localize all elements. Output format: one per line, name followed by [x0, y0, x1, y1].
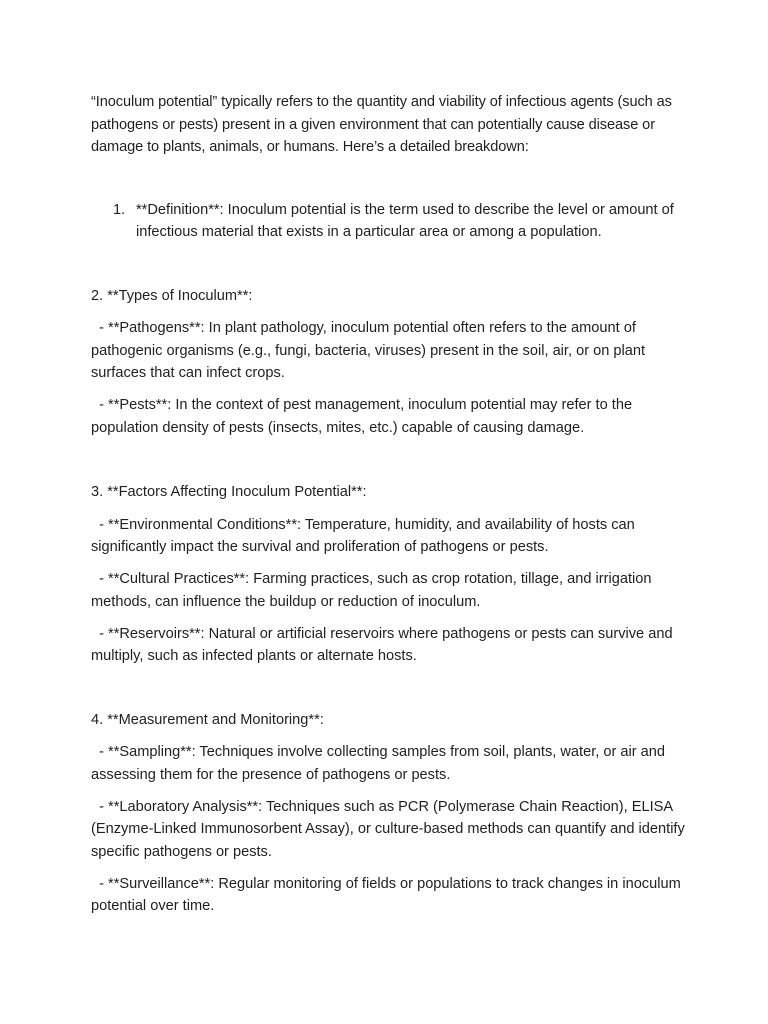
- bullet-sampling: - **Sampling**: Techniques involve collecting samples from soil, plants, water, or air and assessing them for the presence of pathogens or pests.: [91, 744, 670, 783]
- definition-text: **Definition**: Inoculum potential is the term used to describe the level or amount of infectious material that exists in a particular area or among a population.: [136, 201, 674, 240]
- bullet-reservoirs: - **Reservoirs**: Natural or artificial reservoirs where pathogens or pests can survive and multiply, such as infected plants or alternate hosts.: [91, 625, 677, 664]
- bullet-pathogens: - **Pathogens**: In plant pathology, inoculum potential often refers to the amount of pathogenic organisms (e.g., fungi, bacteria, viruses) present in the soil, air, or on plant surfaces that can infect crops.: [91, 320, 650, 381]
- bullet-laboratory-analysis: - **Laboratory Analysis**: Techniques such as PCR (Polymerase Chain Reaction), ELISA (Enzyme-Linked Immunosorbent Assay), or culture-based methods can quantify and identify specific pathogens or pests.: [91, 798, 689, 860]
- list-number: 1.: [113, 201, 126, 218]
- section-factors: [91, 481, 687, 668]
- section-measurement: [91, 709, 687, 918]
- numbered-item-definition: [91, 199, 687, 244]
- bullet-pests: - **Pests**: In the context of pest management, inoculum potential may refer to the population density of pests (insects, mites, etc.) capable of causing damage.: [91, 397, 637, 436]
- bullet-environmental-conditions: - **Environmental Conditions**: Temperature, humidity, and availability of hosts can significantly impact the survival and proliferation of pathogens or pests.: [91, 516, 639, 555]
- document-page: [91, 91, 687, 927]
- section-heading: 4. **Measurement and Monitoring**:: [91, 711, 324, 728]
- bullet-cultural-practices: - **Cultural Practices**: Farming practices, such as crop rotation, tillage, and irrigation methods, can influence the buildup or reduction of inoculum.: [91, 571, 656, 610]
- intro-paragraph: “Inoculum potential” typically refers to the quantity and viability of infectious agents (such as pathogens or pests) present in a given environment that can potentially cause disease or damage to plants, animals, or humans. Here’s a detailed breakdown:: [91, 94, 672, 155]
- section-types-of-inoculum: [91, 285, 687, 440]
- section-heading: 2. **Types of Inoculum**:: [91, 287, 253, 304]
- section-heading: 3. **Factors Affecting Inoculum Potential**:: [91, 484, 367, 500]
- bullet-surveillance: - **Surveillance**: Regular monitoring of fields or populations to track changes in inoculum potential over time.: [91, 875, 685, 914]
